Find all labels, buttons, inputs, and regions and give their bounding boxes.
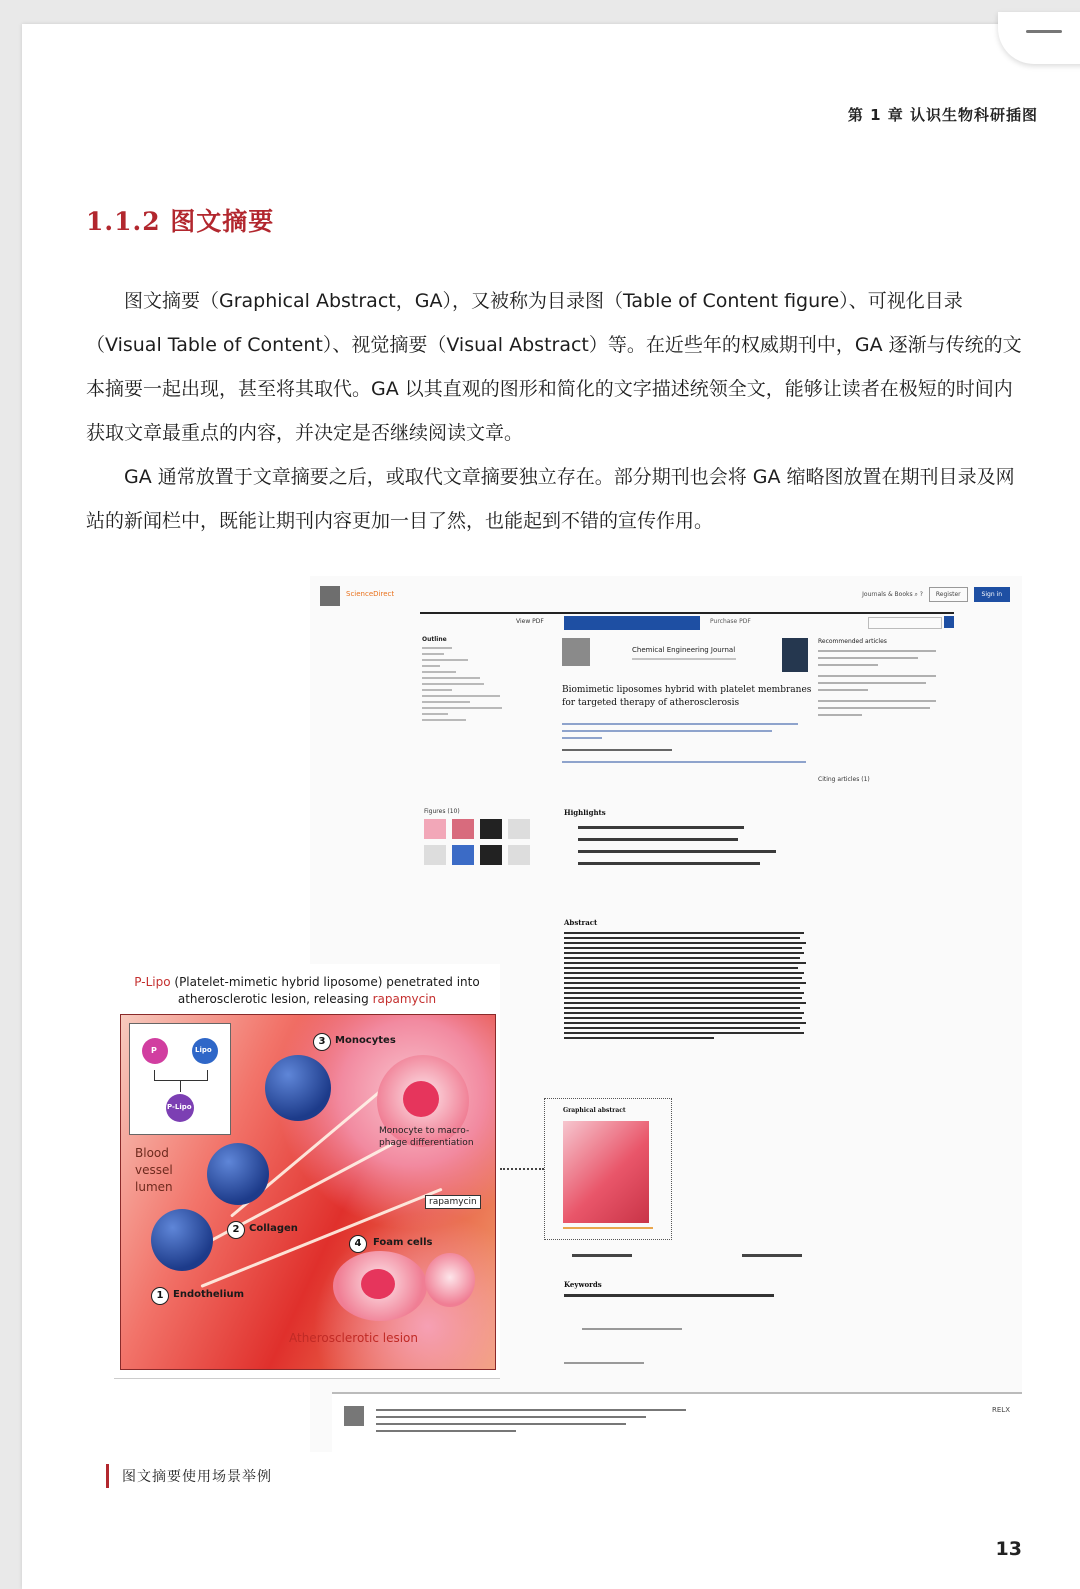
relx-logo: RELX xyxy=(992,1406,1010,1414)
journal-cover-icon xyxy=(782,638,808,672)
endothelium-label: Endothelium xyxy=(173,1289,245,1300)
outline-label: Outline xyxy=(422,636,447,643)
menu-handle-icon[interactable] xyxy=(1026,30,1062,33)
figure-thumbnail xyxy=(424,845,446,865)
monocytes-label: Monocytes xyxy=(335,1035,396,1046)
foam-cell xyxy=(425,1253,475,1307)
p-lipo-nanoparticle xyxy=(207,1143,269,1205)
search-field xyxy=(868,617,942,629)
paragraph-2: GA 通常放置于文章摘要之后，或取代文章摘要独立存在。部分期刊也会将 GA 缩略图放置在期刊目录及网站的新闻栏中，既能让期刊内容更加一目了然，也能起到不错的宣传作用。 xyxy=(86,466,1015,532)
menu-tab[interactable] xyxy=(998,12,1080,64)
ga-thumbnail-image xyxy=(563,1121,649,1223)
liposome-inset xyxy=(129,1023,231,1135)
journal-box xyxy=(562,638,808,682)
book-page xyxy=(22,24,1080,1589)
blood-vessel-lumen-label: Blood vessel lumen xyxy=(135,1146,173,1194)
step-number: 3 xyxy=(313,1033,331,1051)
highlights-label: Highlights xyxy=(564,808,606,817)
recommended-label: Recommended articles xyxy=(818,638,887,645)
p-lipo-icon: P-Lipo xyxy=(166,1094,194,1122)
step-number: 2 xyxy=(227,1221,245,1239)
article-nav xyxy=(572,1252,802,1260)
next-article-link xyxy=(742,1254,802,1257)
figure-thumbnail xyxy=(452,845,474,865)
sd-toolbar xyxy=(420,612,954,632)
keywords-label: Keywords xyxy=(564,1280,602,1289)
outline-panel xyxy=(422,636,532,725)
previous-article-link xyxy=(572,1254,632,1257)
citing-articles: Citing articles (1) xyxy=(818,776,870,783)
author-list xyxy=(562,718,808,768)
abstract-label: Abstract xyxy=(564,918,598,927)
page-number: 13 xyxy=(995,1538,1022,1560)
ga-illustration xyxy=(120,1014,496,1370)
figure-thumbnail xyxy=(424,819,446,839)
dotted-connector xyxy=(500,1168,544,1170)
figures-label: Figures (10) xyxy=(424,808,460,815)
view-pdf-button: View PDF xyxy=(516,618,544,625)
article-title: Biomimetic liposomes hybrid with platelet membranes for targeted therapy of atherosclerosis xyxy=(562,685,812,708)
search-go-button xyxy=(944,616,954,628)
keywords-section xyxy=(564,1280,814,1297)
platelet-icon: P xyxy=(142,1038,168,1064)
sign-in-button: Sign in xyxy=(974,587,1010,602)
step-number: 4 xyxy=(349,1235,367,1253)
figure-thumbnail xyxy=(480,819,502,839)
foam-cells-label: Foam cells xyxy=(373,1237,433,1248)
sd-header xyxy=(320,584,1010,608)
help-icon: ? xyxy=(919,591,923,598)
sd-nav xyxy=(862,587,1010,602)
search-icon: ⌕ xyxy=(914,591,920,598)
graphical-abstract xyxy=(114,964,500,1379)
section-title: 1.1.2 图文摘要 xyxy=(86,207,275,236)
figure-thumbnail xyxy=(452,819,474,839)
abstract-section xyxy=(564,918,814,1042)
paragraph-1: 图文摘要（Graphical Abstract，GA），又被称为目录图（Table of Content figure）、可视化目录（Visual Table of Content）、视觉摘要（Visual Abstract）等。在近些年的权威期刊中，GA 逐渐与传统的文本摘要一起出现，甚至将其取代。GA 以其直观的图形和简化的文字描述统领全文，能够让读者在极短的时间内获取文章最重点的内容，并决定是否继续阅读文章。 xyxy=(86,290,1022,444)
caption-accent-bar xyxy=(106,1464,109,1488)
p-lipo-nanoparticle xyxy=(151,1209,213,1271)
journal-name: Chemical Engineering Journal xyxy=(632,646,736,654)
figure-thumbnail xyxy=(508,819,530,839)
highlights-section xyxy=(564,808,814,874)
register-button: Register xyxy=(929,587,968,602)
step-number: 1 xyxy=(151,1287,169,1305)
rapamycin-label: rapamycin xyxy=(425,1195,481,1209)
liposome-icon: Lipo xyxy=(192,1038,218,1064)
figures-panel xyxy=(424,808,534,871)
graphical-abstract-label: Graphical abstract xyxy=(563,1107,626,1114)
graphical-abstract-thumbnail xyxy=(544,1098,672,1240)
sd-brand: ScienceDirect xyxy=(346,590,395,598)
access-button xyxy=(564,616,700,630)
ga-caption: P-Lipo (Platelet-mimetic hybrid liposome) penetrated into atherosclerotic lesion, releasing rapamycin xyxy=(134,975,480,1006)
figure-caption: 图文摘要使用场景举例 xyxy=(122,1469,272,1485)
elsevier-footer-logo-icon xyxy=(344,1406,364,1426)
differentiation-label: Monocyte to macro-phage differentiation xyxy=(379,1126,474,1148)
collagen-label: Collagen xyxy=(249,1223,298,1234)
sd-footer xyxy=(332,1392,1022,1452)
purchase-pdf-button: Purchase PDF xyxy=(710,618,751,625)
p-lipo-nanoparticle xyxy=(265,1055,331,1121)
atherosclerotic-lesion-label: Atherosclerotic lesion xyxy=(289,1331,418,1345)
figure-thumbnail xyxy=(508,845,530,865)
figure-thumbnail xyxy=(480,845,502,865)
running-head: 第 1 章 认识生物科研插图 xyxy=(847,106,1038,124)
elsevier-logo-icon xyxy=(320,586,340,606)
elsevier-tree-icon xyxy=(562,638,590,666)
recommended-articles xyxy=(818,638,940,721)
journals-books-link: Journals & Books xyxy=(862,591,913,598)
